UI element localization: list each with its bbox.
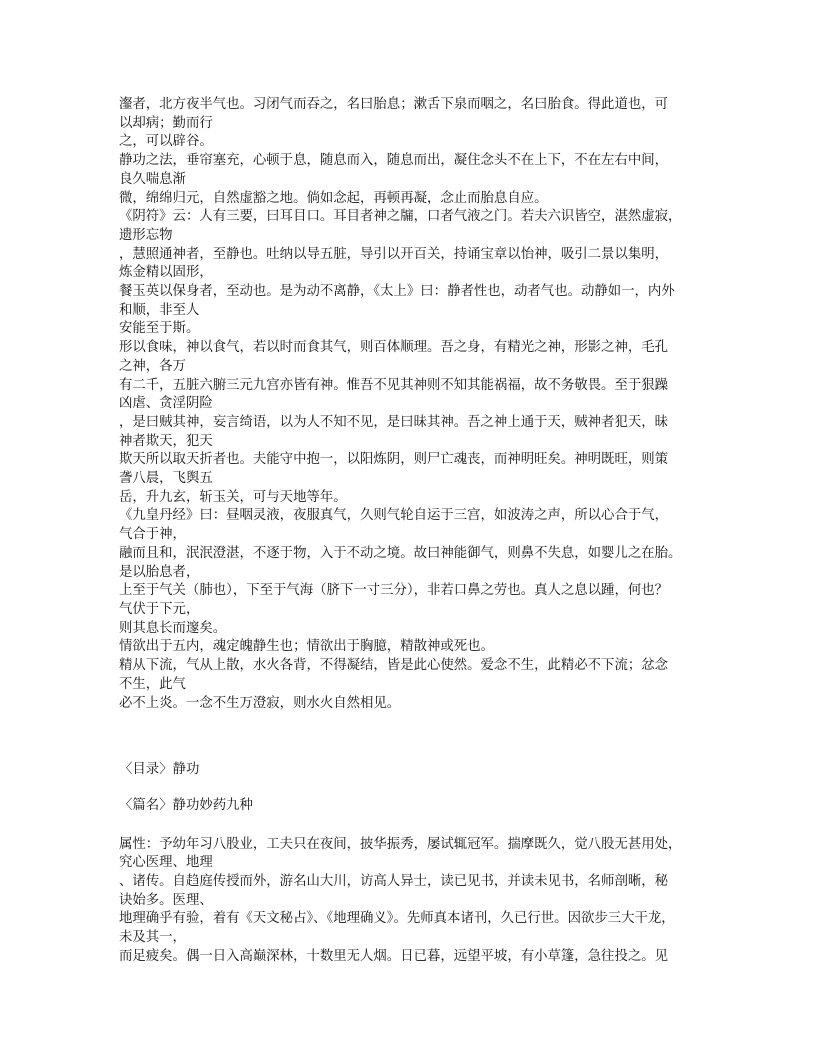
text-line: 安能至于斯。	[119, 321, 200, 337]
text-line: ，慧照通神者，至静也。吐纳以导五脏，导引以开百关，持诵宝章以怡神，吸引二景以集明，	[119, 246, 669, 262]
text-line: 不生，此气	[119, 676, 186, 692]
text-line: 则其息长而邃矣。	[119, 620, 227, 636]
text-line: 欺天所以取天折者也。夫能守中抱一，以阳炼阴，则尸亡魂丧，而神明旺矣。神明既旺，则策	[119, 452, 669, 468]
text-line: 良久喘息渐	[119, 171, 186, 187]
text-line: 精从下流，气从上散，水火各背，不得凝结，皆是此心使然。爱念不生，此精必不下流；忿念	[119, 658, 669, 674]
text-line: 岳，升九玄，斩玉关，可与天地等年。	[119, 489, 347, 505]
text-line: 气合于神，	[119, 527, 186, 543]
text-line: 神者欺天，犯天	[119, 433, 213, 449]
text-line: 炼金精以固形，	[119, 265, 213, 281]
text-line: 《九皇丹经》曰：昼咽灵液，夜服真气，久则气轮自运于三宫，如波涛之声，所以心合于气，	[119, 508, 669, 524]
text-line: 有二千，五脏六腑三元九宫亦皆有神。惟吾不见其神则不知其能祸福，故不务敬畏。至于狠躁	[119, 377, 669, 393]
article-body-section	[119, 836, 699, 967]
body-text-section	[119, 96, 699, 713]
text-line: 属性：予幼年习八股业，工夫只在夜间，披华振秀，屡试辄冠军。揣摩既久，觉八股无甚用处，	[119, 836, 682, 852]
document-page	[119, 96, 699, 967]
text-line: 而足疲矣。偶一日入高巅深林，十数里无人烟。日已暮，远望平坡，有小草篷，急往投之。见	[119, 948, 669, 964]
text-line: 和顺，非至人	[119, 302, 200, 318]
text-line: 之，可以辟谷。	[119, 134, 213, 150]
text-line: 瀣者，北方夜半气也。习闭气而吞之，名曰胎息；漱舌下泉而咽之，名曰胎食。得此道也，可	[119, 97, 669, 112]
section-spacer	[119, 713, 699, 761]
text-line: 未及其一，	[119, 930, 186, 946]
catalog-heading: 〈目录〉静功	[119, 762, 200, 778]
text-line: 上至于气关（肺也），下至于气海（脐下一寸三分），非若口鼻之劳也。真人之息以踵，何也？	[119, 583, 669, 599]
article-title: 〈篇名〉静功妙药九种	[119, 797, 253, 813]
text-line: 究心医理、地理	[119, 855, 213, 871]
text-line: 餐玉英以保身者，至动也。是为动不离静，《太上》曰：静者性也，动者气也。动静如一，内外	[119, 284, 675, 300]
text-line: 融而且和，泯泯澄湛，不逐于物，入于不动之境。故曰神能御气，则鼻不失息，如婴儿之在胎。	[119, 545, 682, 561]
text-line: 静功之法，垂帘塞充，心顿于息，随息而入，随息而出，凝住念头不在上下，不在左右中间，	[119, 153, 669, 169]
text-line: 形以食味，神以食气，若以时而食其气，则百体顺理。吾之身，有精光之神，形影之神，毛孔	[119, 340, 669, 356]
text-line: 以却病；勤而行	[119, 115, 213, 131]
text-line: ，是曰贼其神，妄言绮语，以为人不知不见，是曰昧其神。吾之神上通于天，贼神者犯天，昧	[119, 414, 669, 430]
text-line: 气伏于下元，	[119, 601, 200, 617]
text-line: 地理确乎有验，着有《天文秘占》、《地理确义》。先师真本诸刊，久已行世。因欲步三大干龙，	[119, 911, 675, 927]
text-line: 情欲出于五内，魂定魄静生也；情欲出于胸臆，精散神或死也。	[119, 639, 494, 655]
text-line: 《阴符》云：人有三要，曰耳目口。耳目者神之牖，口者气液之门。若夫六识皆空，湛然虚寂，	[119, 209, 682, 225]
text-line: 微，绵绵归元，自然虚豁之地。倘如念起，再顿再凝，念止而胎息自应。	[119, 190, 548, 206]
text-line: 遗形忘物	[119, 227, 173, 243]
text-line: 是以胎息者，	[119, 564, 200, 580]
text-line: 、诸传。自趋庭传授而外，游名山大川，访高人异士，读已见书，并读未见书，名师剖晰，秘	[119, 874, 669, 890]
text-line: 之神，各万	[119, 358, 186, 374]
text-line: 必不上炎。一念不生万澄寂，则水火自然相见。	[119, 695, 401, 711]
text-line: 詟八晨，飞舆五	[119, 471, 213, 487]
text-line: 凶虐、贪淫阴险	[119, 396, 213, 412]
text-line: 诀始多。医理、	[119, 892, 213, 908]
